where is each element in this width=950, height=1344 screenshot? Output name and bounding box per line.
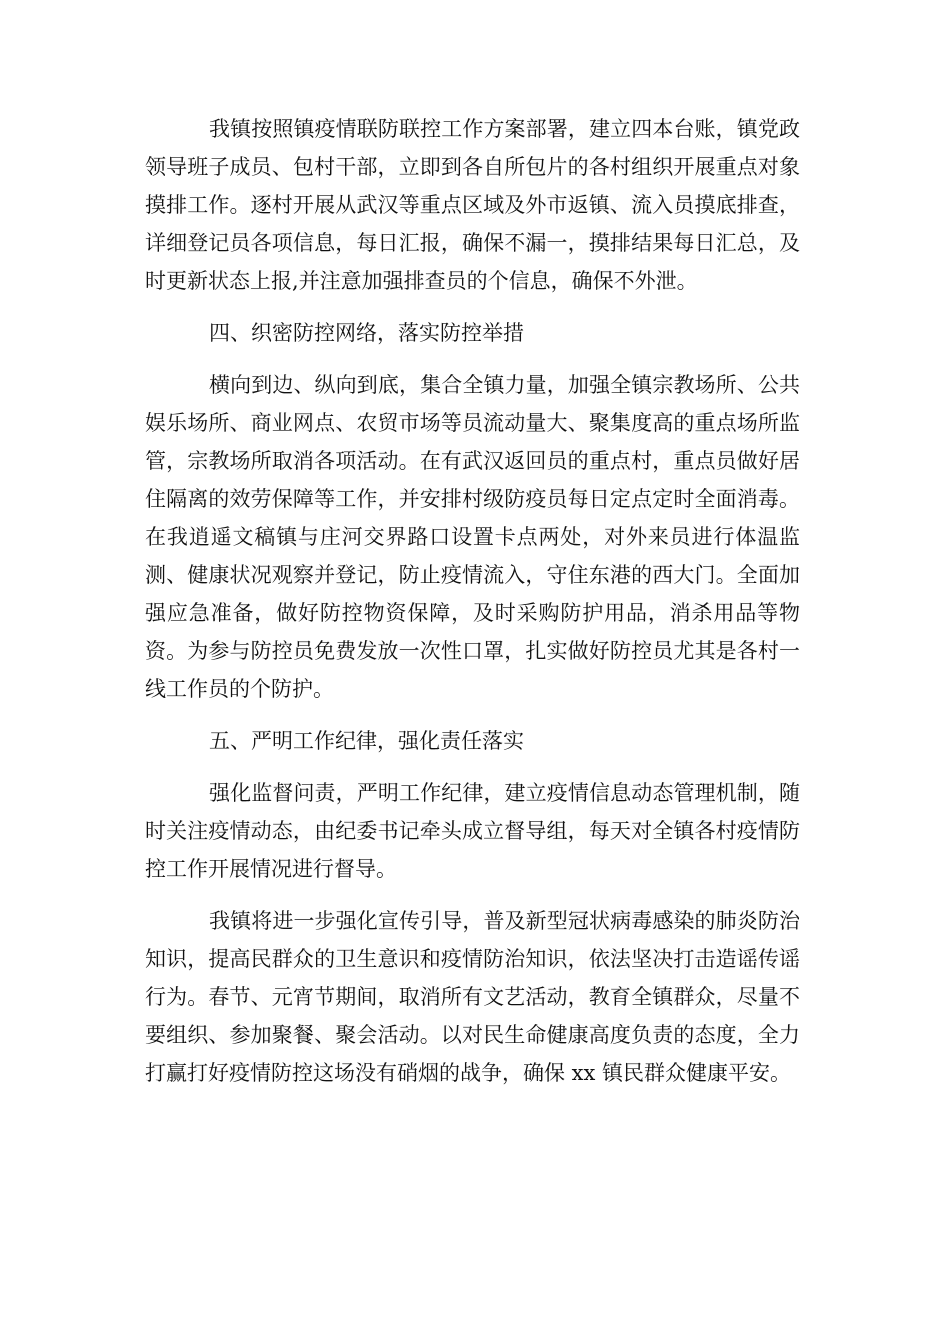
paragraph-supervision: 强化监督问责，严明工作纪律，建立疫情信息动态管理机制，随时关注疫情动态，由纪委书记牵头成立督导组，每天对全镇各村疫情防控工作开展情况进行督导。 — [145, 781, 800, 881]
paragraph-publicity: 我镇将进一步强化宣传引导，普及新型冠状病毒感染的肺炎防治知识，提高民群众的卫生意识和疫情防治知识，依法坚决打击造谣传谣行为。春节、元宵节期间，取消所有文艺活动，教育全镇群众，尽量不要组织、参加聚餐、聚会活动。以对民生命健康高度负责的态度，全力打赢打好疫情防控这场没有硝烟的战争，确保 xx 镇民群众健康平安。 — [145, 909, 800, 1085]
document-page — [145, 110, 800, 1106]
paragraph-prevention-measures: 横向到边、纵向到底，集合全镇力量，加强全镇宗教场所、公共娱乐场所、商业网点、农贸市场等员流动量大、聚集度高的重点场所监管，宗教场所取消各项活动。在有武汉返回员的重点村，重点员做好居住隔离的效劳保障等工作，并安排村级防疫员每日定点定时全面消毒。在我逍遥文稿镇与庄河交界路口设置卡点两处，对外来员进行体温监测、健康状况观察并登记，防止疫情流入，守住东港的西大门。全面加强应急准备，做好防控物资保障，及时采购防护用品，消杀用品等物资。为参与防控员免费发放一次性口罩，扎实做好防控员尤其是各村一线工作员的个防护。 — [145, 373, 800, 701]
section-heading-five: 五、严明工作纪律，强化责任落实 — [209, 729, 524, 753]
section-heading-four: 四、织密防控网络，落实防控举措 — [209, 321, 524, 345]
paragraph-investigation: 我镇按照镇疫情联防联控工作方案部署，建立四本台账，镇党政领导班子成员、包村干部，立即到各自所包片的各村组织开展重点对象摸排工作。逐村开展从武汉等重点区域及外市返镇、流入员摸底排查，详细登记员各项信息，每日汇报，确保不漏一，摸排结果每日汇总，及时更新状态上报,并注意加强排查员的个信息，确保不外泄。 — [145, 117, 800, 293]
